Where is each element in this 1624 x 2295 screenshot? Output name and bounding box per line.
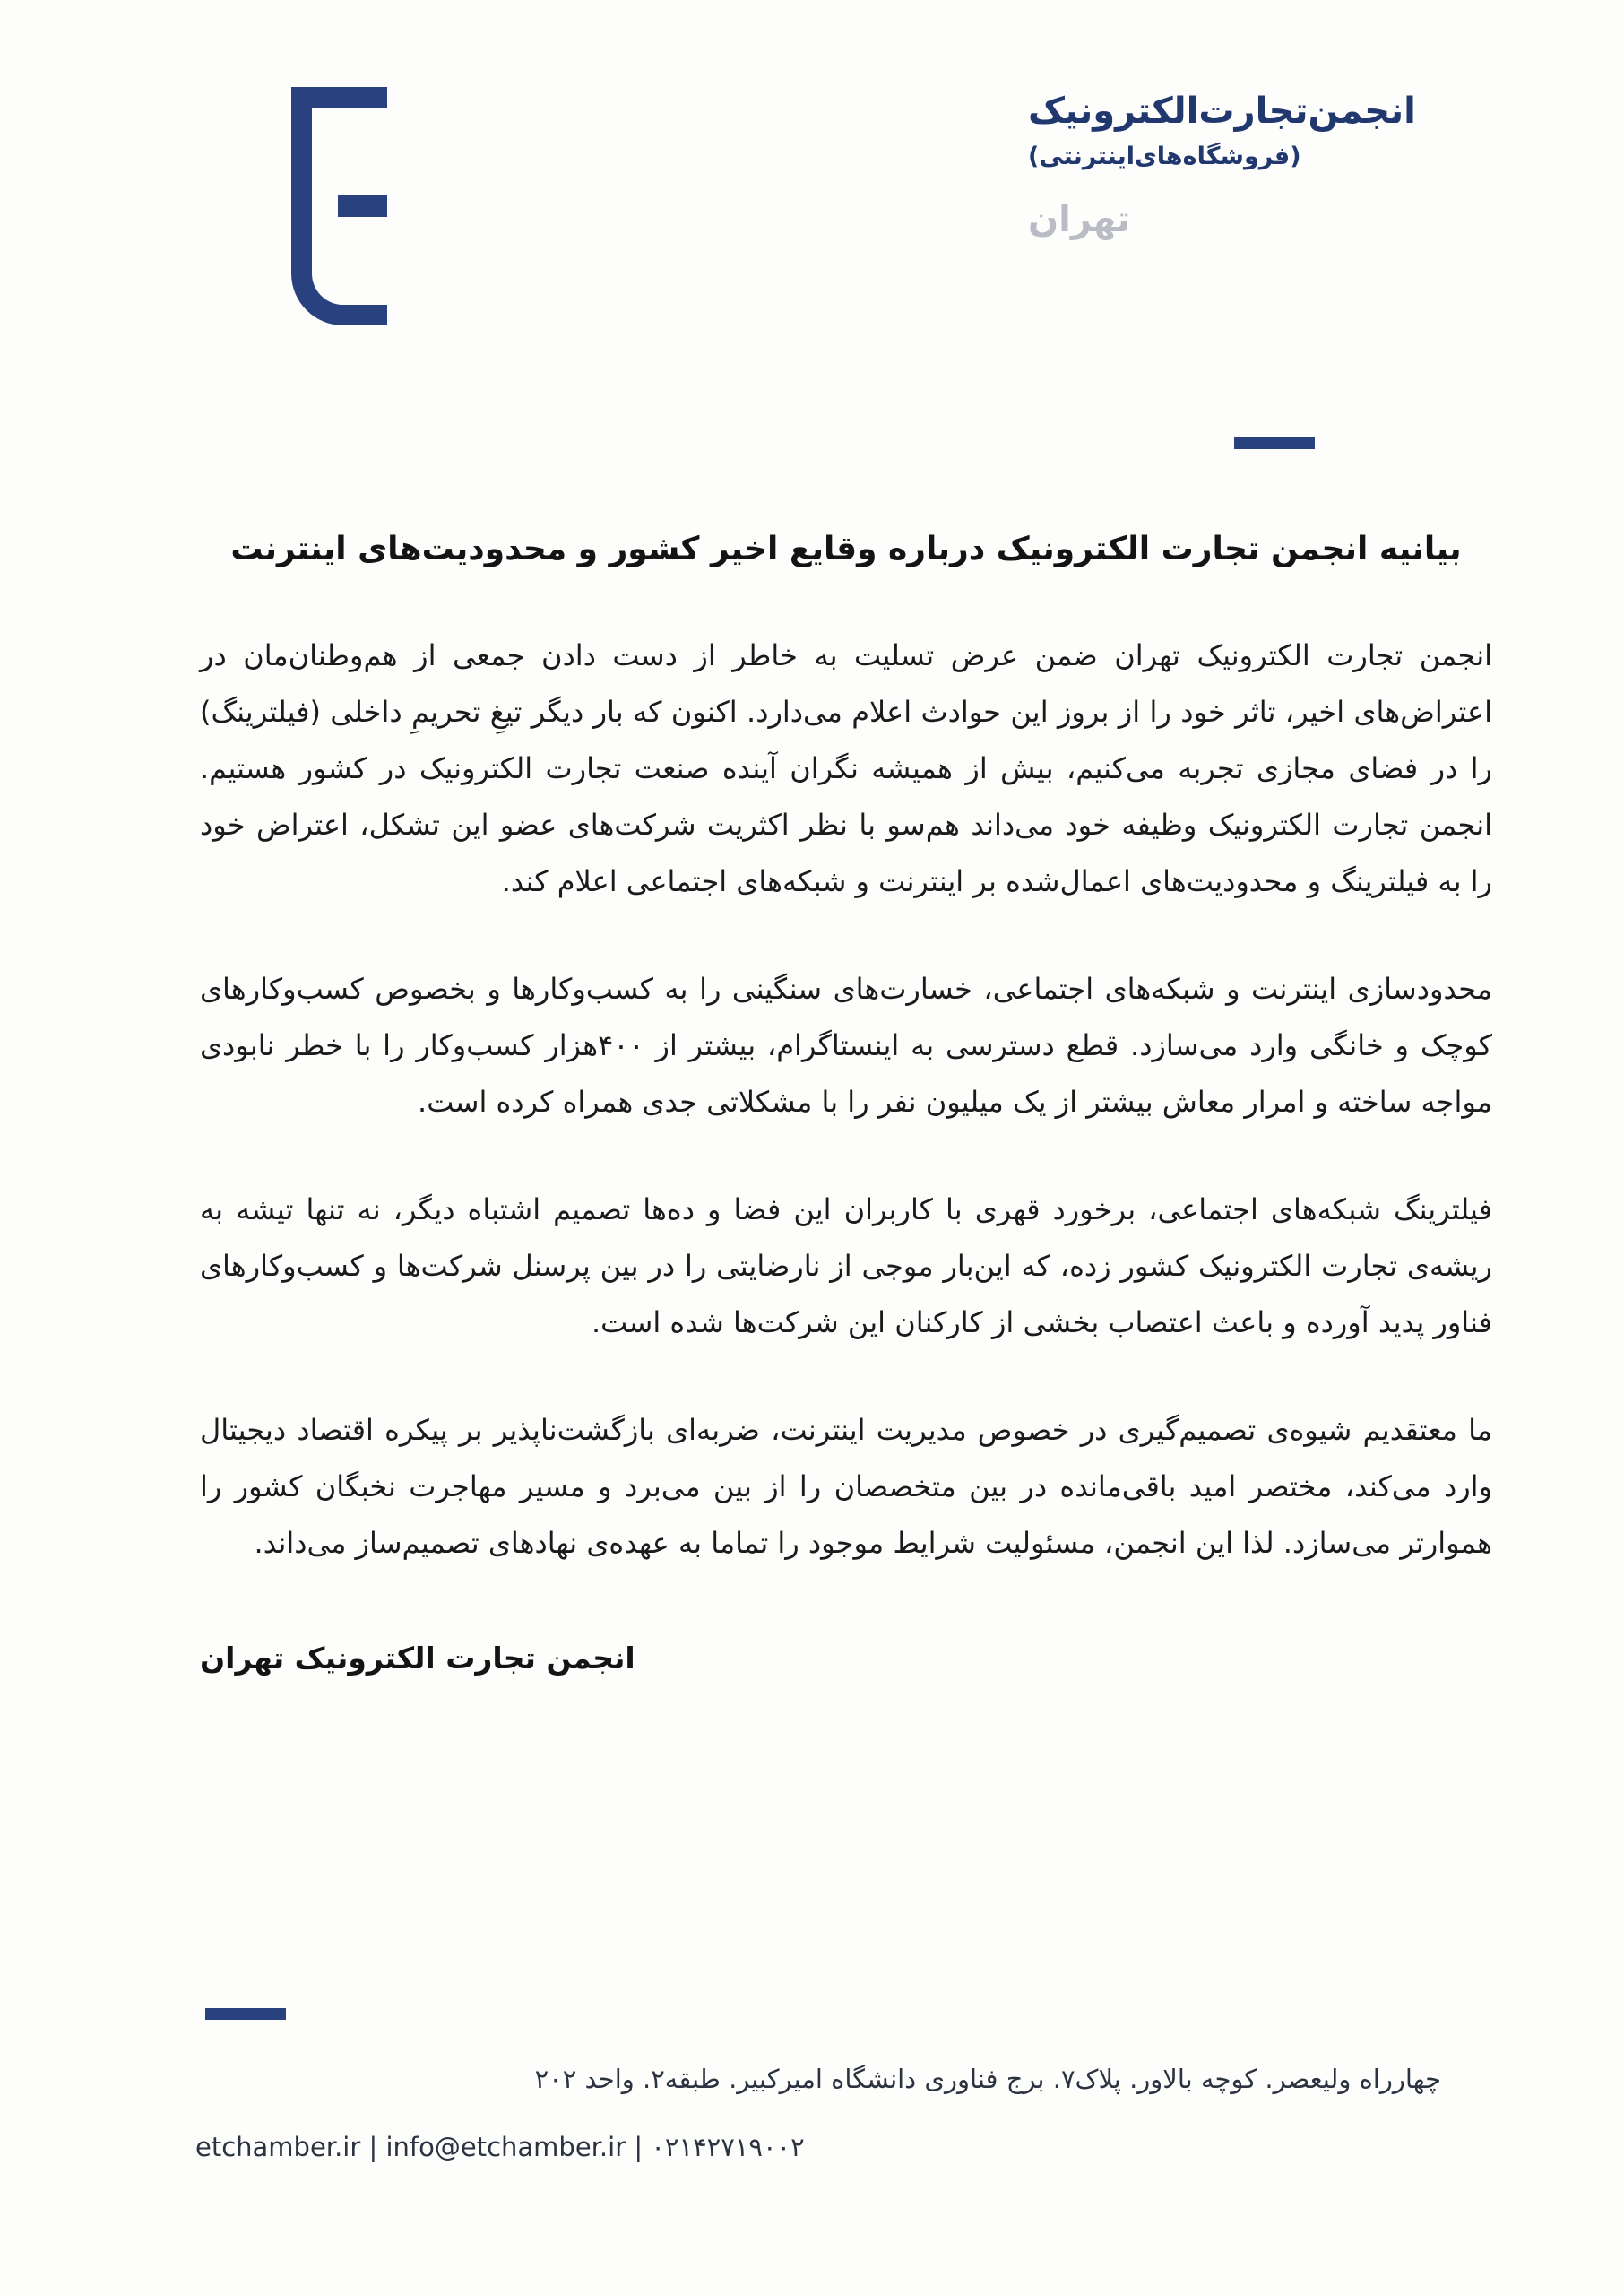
statement-paragraph-1: انجمن تجارت الکترونیک تهران ضمن عرض تسلیت به خاطر از دست دادن جمعی از هم‌وطنان‌مان در اعتراض‌های اخیر، تاثر خود را از بروز این حوادث اعلام می‌دارد. اکنون که بار دیگر تیغِ تحریمِ داخلی (فیلترینگ) را در فضای مجازی تجربه می‌کنیم، بیش از همیشه نگران آینده صنعت تجارت الکترونیک در کشور هستیم. انجمن تجارت الکترونیک وظیفه خود می‌داند هم‌سو با نظر اکثریت شرکت‌های عضو این تشکل، اعتراض خود را به فیلترینگ و محدودیت‌های اعمال‌شده بر اینترنت و شبکه‌های اجتماعی اعلام کند. bbox=[200, 638, 1492, 898]
statement-paragraph-2: محدودسازی اینترنت و شبکه‌های اجتماعی، خسارت‌های سنگینی را به کسب‌وکارها و بخصوص کسب‌وکارهای کوچک و خانگی وارد می‌سازد. قطع دسترسی به اینستاگرام، بیشتر از ۴۰۰هزار کسب‌وکار را با خطر نابودی مواجه ساخته و امرار معاش بیشتر از یک میلیون نفر را با مشکلاتی جدی همراه کرده است. bbox=[200, 972, 1493, 1119]
footer-contact: etchamber.ir | info@etchamber.ir | ۰۲۱۴۲۷۱۹۰۰۲ bbox=[195, 2132, 805, 2162]
accent-bar-bottom bbox=[205, 2008, 286, 2020]
statement-paragraph-4: ما معتقدیم شیوه‌ی تصمیم‌گیری در خصوص مدیریت اینترنت، ضربه‌ای بازگشت‌ناپذیر بر پیکره اقتصاد دیجیتال وارد می‌کند، مختصر امید باقی‌مانده در بین متخصصان را از بین می‌برد و مسیر مهاجرت نخبگان کشور را هموارتر می‌سازد. لذا این انجمن، مسئولیت شرایط موجود را تماما به عهده‌ی نهادهای تصمیم‌ساز می‌داند. bbox=[200, 1413, 1492, 1560]
e-monogram-icon bbox=[291, 87, 387, 325]
footer-address: چهارراه ولیعصر. کوچه بالاور. پلاک۷. برج فناوری دانشگاه امیرکبیر. طبقه۲. واحد ۲۰۲ bbox=[534, 2064, 1441, 2094]
signature-line: انجمن تجارت الکترونیک تهران bbox=[200, 1641, 635, 1676]
statement-paragraph-3: فیلترینگ شبکه‌های اجتماعی، برخورد قهری با کاربران این فضا و ده‌ها تصمیم اشتباه دیگر، نه تنها تیشه به ریشه‌ی تجارت الکترونیک کشور زده، که این‌بار موجی از نارضایتی را در بین پرسنل شرکت‌ها و کسب‌وکارهای فناور پدید آورده و باعث اعتصاب بخشی از کارکنان این شرکت‌ها شده است. bbox=[200, 1192, 1492, 1339]
letterhead-wordmark bbox=[1028, 86, 1416, 246]
accent-bar-top bbox=[1234, 437, 1315, 449]
brand-subtitle: (فروشگاه‌های‌اینترنتی) bbox=[1028, 143, 1301, 170]
brand-title: انجمن‌تجارت‌الکترونیک bbox=[1028, 91, 1416, 132]
statement-body bbox=[200, 628, 1492, 1686]
brand-city-watermark: تهران bbox=[1028, 199, 1131, 240]
statement-title: بیانیه انجمن تجارت الکترونیک درباره وقایع اخیر کشور و محدودیت‌های اینترنت bbox=[230, 531, 1462, 567]
e-monogram-middle-bar bbox=[338, 195, 387, 217]
